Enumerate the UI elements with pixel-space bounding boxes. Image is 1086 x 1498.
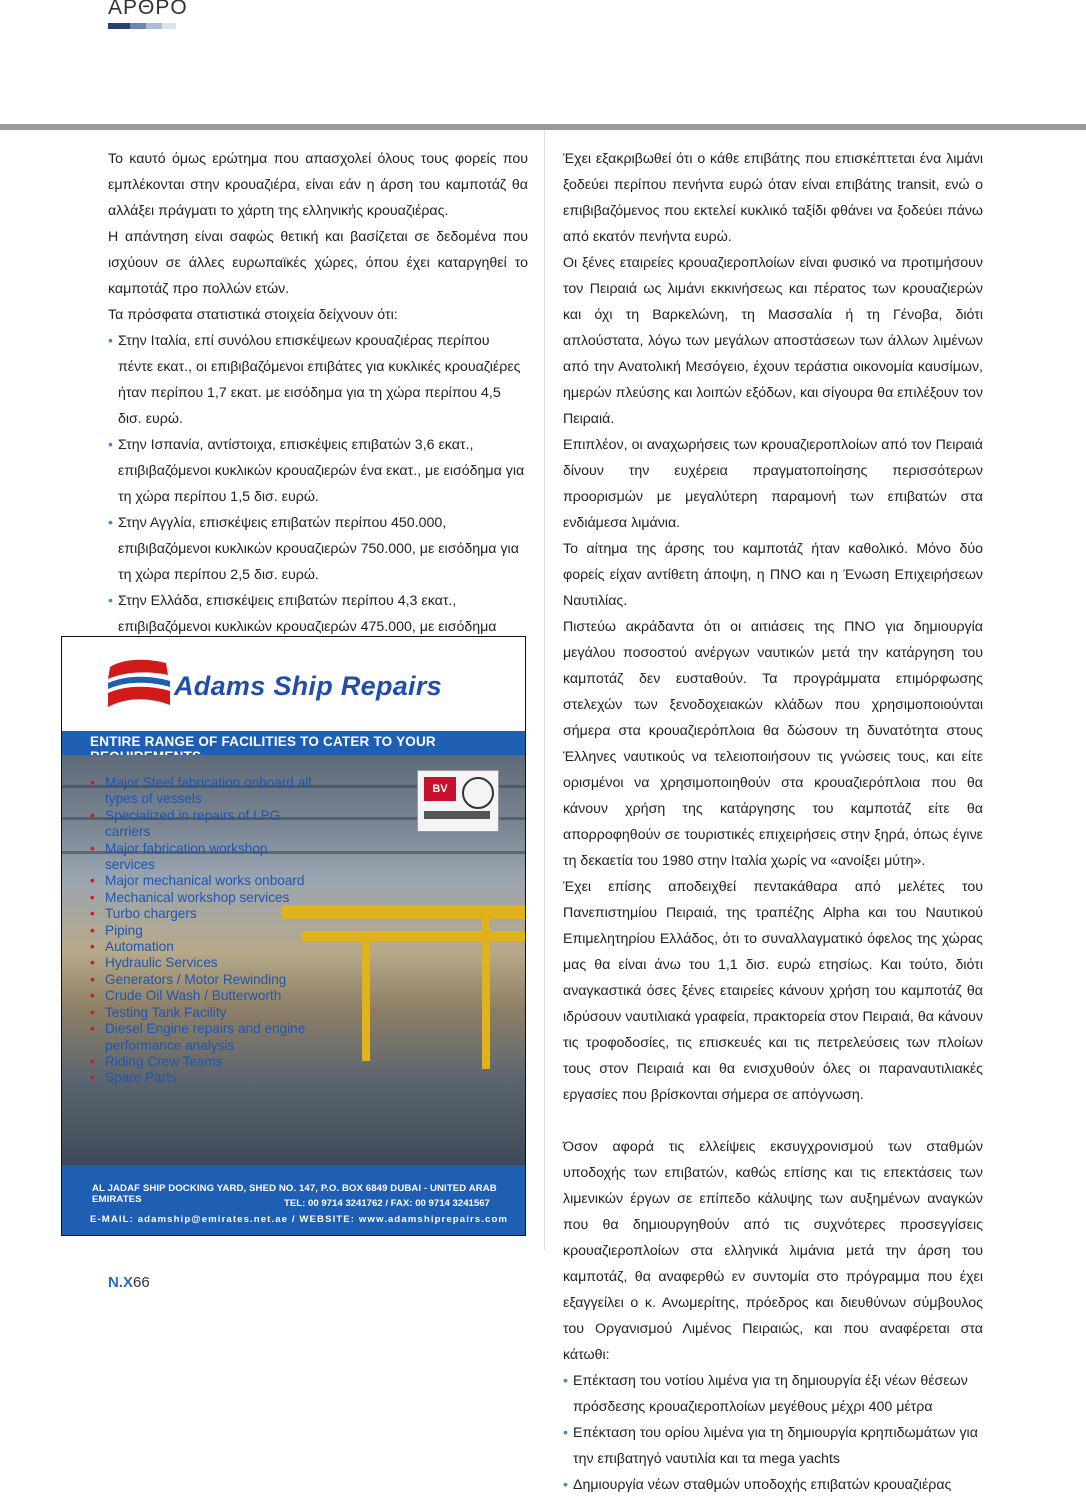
- bullet-icon: •: [108, 437, 113, 453]
- paragraph: Έχει επίσης αποδειχθεί πεντακάθαρα από μελέτες του Πανεπιστημίου Πειραιά, της τραπέζης Alpha και του Ναυτικού Επιμελητηρίου Ελλάδος, ότι το συναλλαγματικό όφελος της χώρας μας θα είναι άνω του 1,1 δισ. ευρώ ετησίως. Και τούτο, διότι αναγκαστικά όσες ξένες εταιρείες κάνουν χρήση του καμποτάζ θα ιδρύσουν ναυτιλιακά γραφεία, πρακτορεία στον Πειραιά, θα κάνουν τις τροφοδοσίες, τις επισκευές και τις πετρελεύσεις των πλοίων τους στον Πειραιά και θα ενισχυθούν όλες οι παραναυτιλιακές εργασίες που βρίσκονται σήμερα σε απόγνωση.: [563, 879, 983, 1103]
- paragraph: Όσον αφορά τις ελλείψεις εκσυγχρονισμού των σταθμών υποδοχής των επιβατών, καθώς επίσης και τις επεκτάσεις των λιμενικών έργων σε επίπεδο κάλυψης των αυξημένων αναγκών που θα δημιουργηθούν από τις συχνότερες προσεγγίσεις κρουαζιεροπλοίων στα ελληνικά λιμάνια μετά την άρση του καμποτάζ, θα αναφερθώ εν συντομία στο πρόγραμμα που έχει εξαγγείλει ο κ. Ανωμερίτης, πρόεδρος και διευθύνων σύμβουλος του Οργανισμού Λιμένος Πειραιώς, και που αναφέρεται στα κάτωθι:: [563, 1139, 983, 1363]
- crane-beam: [282, 905, 525, 919]
- advertisement[interactable]: [61, 636, 526, 1236]
- bullet-icon: •: [90, 1070, 95, 1086]
- bullet-icon: •: [90, 873, 95, 889]
- bullet-icon: •: [90, 955, 95, 971]
- service-item: • Major mechanical works onboard: [90, 873, 305, 889]
- list-item: • Επέκταση του ορίου λιμένα για τη δημιουργία κρηπιδωμάτων για την επιβατηγό ναυτιλία και τα mega yachts: [563, 1420, 983, 1472]
- bullet-icon: •: [90, 988, 95, 1004]
- bullet-icon: •: [90, 889, 95, 905]
- seal-icon: [462, 777, 494, 809]
- service-item: • Crude Oil Wash / Butterworth: [90, 988, 282, 1004]
- paragraph: Τα πρόσφατα στατιστικά στοιχεία δείχνουν ότι:: [108, 307, 398, 323]
- list-item: • Δημιουργία νέων σταθμών υποδοχής επιβατών κρουαζιέρας: [563, 1472, 983, 1498]
- service-item: • Major Steel fabrication onboard all types of vessels: [90, 775, 312, 807]
- bullet-icon: •: [90, 922, 95, 938]
- crane-column: [482, 919, 490, 1069]
- statistics-list: [108, 328, 528, 666]
- bullet-icon: •: [108, 593, 113, 609]
- paragraph: Το αίτημα της άρσης του καμποτάζ ήταν καθολικό. Μόνο δύο φορείς είχαν αντίθετη άποψη, η ΠΝΟ και η Ένωση Επιχειρήσεων Ναυτιλίας.: [563, 541, 983, 609]
- right-column: [563, 146, 983, 1498]
- bullet-icon: •: [90, 939, 95, 955]
- list-item: • Στην Ισπανία, αντίστοιχα, επισκέψεις επιβατών 3,6 εκατ., επιβιβαζόμενοι κυκλικών κρουαζιερών ένα εκατ., με εισόδημα για τη χώρα περίπου 1,5 δισ. ευρώ.: [108, 432, 528, 510]
- service-item: • Automation: [90, 939, 174, 955]
- ad-address: AL JADAF SHIP DOCKING YARD, SHED NO. 147, P.O. BOX 6849 DUBAI - UNITED ARAB EMIRATES: [92, 1183, 497, 1205]
- company-name: Adams Ship Repairs: [174, 671, 442, 701]
- crane-beam: [302, 931, 525, 941]
- service-item: • Specialized in repairs of LPG carriers: [90, 807, 281, 840]
- bullet-icon: •: [90, 840, 95, 856]
- bullet-icon: •: [90, 1004, 95, 1020]
- tagline-band: [62, 731, 525, 755]
- bullet-icon: •: [90, 971, 95, 987]
- left-column: [108, 146, 528, 666]
- service-item: • Diesel Engine repairs and engine performance analysis: [90, 1021, 306, 1053]
- service-item: • Spare Parts: [90, 1070, 177, 1086]
- paragraph: Πιστεύω ακράδαντα ότι οι αιτιάσεις της ΠΝΟ για δημιουργία μεγάλου ποσοστού ανέργων ναυτικών μετά την κατάργηση του καμποτάζ δεν ευσταθούν. Τα προγράμματα επιμόρφωσης στελεχών των ξενοδοχειακών κλάδων που χρησιμοποιούνται σήμερα στα κρουαζιερόπλοια θα δώσουν τη δυνατότητα στους Έλληνες ναυτικούς να τελειοποιήσουν τις γνώσεις τους, και είτε ορισμένοι να χρησιμοποιηθούν στα κρουαζιερόπλοια που θα κάνουν χρήση της κατάργησης του καμποτάζ είτε θα απορροφηθούν σε τουριστικές επιχειρήσεις στην ξηρά, όπως έγινε τη δεκαετία του 1980 στην Ιταλία χωρίς να «ανοίξει μύτη».: [563, 619, 983, 869]
- certification-badge: [417, 770, 499, 832]
- tagline: ENTIRE RANGE OF FACILITIES TO CATER TO YOUR: [90, 734, 436, 749]
- service-item: • Major fabrication workshop services: [90, 840, 268, 873]
- services-list: [90, 775, 315, 1087]
- list-item: • Στην Ιταλία, επί συνόλου επισκέψεων κρουαζιέρας περίπου πέντε εκατ., οι επιβιβαζόμενοι επιβάτες για κυκλικές κρουαζιέρες ήταν περίπου 1,7 εκατ. με εισόδημα για τη χώρα περίπου 4,5 δισ. ευρώ.: [108, 328, 528, 432]
- paragraph: Επιπλέον, οι αναχωρήσεις των κρουαζιεροπλοίων από τον Πειραιά δίνουν την ευχέρεια πραγματοποίησης περισσότερων προορισμών με μεγαλύτερη παραμονή των επιβατών στα ενδιάμεσα λιμάνια.: [563, 437, 983, 531]
- paragraph: Οι ξένες εταιρείες κρουαζιεροπλοίων είναι φυσικό να προτιμήσουν τον Πειραιά ως λιμάνι εκκινήσεως και πέρατος των κρουαζιερών και όχι τη Βαρκελώνη, τη Μασσαλία ή τη Γένοβα, διότι απλούστατα, λόγω των μεγάλων αποστάσεων των άλλων λιμένων από την Ανατολική Μεσόγειο, έχουν τεράστια οικονομία καυσίμων, ημερών πλεύσης και λοιπών εξόδων, και σίγουρα θα επιλέξουν τον Πειραιά.: [563, 255, 983, 427]
- bullet-icon: •: [90, 1021, 95, 1037]
- column-divider: [544, 130, 545, 1250]
- service-item: • Piping: [90, 922, 143, 938]
- header-rule: [0, 124, 1086, 130]
- list-item: • Στην Ελλάδα, επισκέψεις επιβατών περίπου 4,3 εκατ., επιβιβαζόμενοι κυκλικών κρουαζιερών 475.000, με εισόδημα: [108, 588, 528, 666]
- ad-phone: TEL: 00 9714 3241762 / FAX: 00 9714 3241567: [284, 1198, 490, 1209]
- bullet-icon: •: [90, 775, 95, 790]
- crane-column: [362, 941, 370, 1061]
- bullet-icon: •: [90, 906, 95, 922]
- bv-logo: BV: [424, 777, 456, 801]
- paragraph: Η απάντηση είναι σαφώς θετική και βασίζεται σε δεδομένα που ισχύουν σε άλλες ευρωπαϊκές χώρες, όπου έχει καταργηθεί το καμποτάζ προ πολλών ετών.: [108, 229, 528, 297]
- page-number-value: 66: [133, 1274, 150, 1291]
- bullet-icon: •: [108, 515, 113, 531]
- service-item: • Hydraulic Services: [90, 955, 218, 971]
- bullet-icon: •: [90, 807, 95, 823]
- paragraph: Το καυτό όμως ερώτημα που απασχολεί όλους τους φορείς που εμπλέκονται στην κρουαζιέρα, είναι εάν η άρση του καμποτάζ θα αλλάξει πράγματι το χάρτη της ελληνικής κρουαζιέρας.: [108, 151, 528, 219]
- bullet-icon: •: [563, 1477, 568, 1493]
- bullet-icon: •: [108, 333, 113, 349]
- service-item: • Riding Crew Teams: [90, 1053, 223, 1069]
- magazine-brand: Ν.Χ: [108, 1274, 134, 1291]
- list-item: • Στην Αγγλία, επισκέψεις επιβατών περίπου 450.000, επιβιβαζόμενοι κυκλικών κρουαζιερών 750.000, με εισόδημα για τη χώρα περίπου 2,5 δισ. ευρώ.: [108, 510, 528, 588]
- service-item: • Testing Tank Facility: [90, 1004, 227, 1020]
- company-logo-icon: [104, 653, 174, 715]
- section-title: ΑΡΘΡΟ: [108, 0, 188, 19]
- service-item: • Turbo chargers: [90, 906, 197, 922]
- ad-email-website[interactable]: E-MAIL: adamship@emirates.net.ae / WEBSITE: www.adamshiprepairs.com: [90, 1214, 509, 1225]
- bullet-icon: •: [563, 1425, 568, 1441]
- ad-contact-footer: [62, 1165, 525, 1235]
- list-item: • Επέκταση του νοτίου λιμένα για τη δημιουργία έξι νέων θέσεων πρόσδεσης κρουαζιεροπλοίων μεγέθους μέχρι 400 μέτρα: [563, 1368, 983, 1420]
- port-projects-list: [563, 1368, 983, 1498]
- service-item: • Mechanical workshop services: [90, 889, 290, 905]
- page-number: [108, 1274, 150, 1291]
- paragraph: Έχει εξακριβωθεί ότι ο κάθε επιβάτης που επισκέπτεται ένα λιμάνι ξοδεύει περίπου πενήντα ευρώ όταν είναι επιβάτης transit, ενώ ο επιβιβαζόμενος που εκτελεί κυκλικό ταξίδι φθάνει να ξοδεύει πάνω από εκατόν πενήντα ευρώ.: [563, 151, 983, 245]
- bullet-icon: •: [563, 1373, 568, 1389]
- bullet-icon: •: [90, 1053, 95, 1069]
- service-item: • Generators / Motor Rewinding: [90, 971, 287, 987]
- cert-strip: [424, 811, 490, 819]
- section-color-bar: [108, 23, 176, 29]
